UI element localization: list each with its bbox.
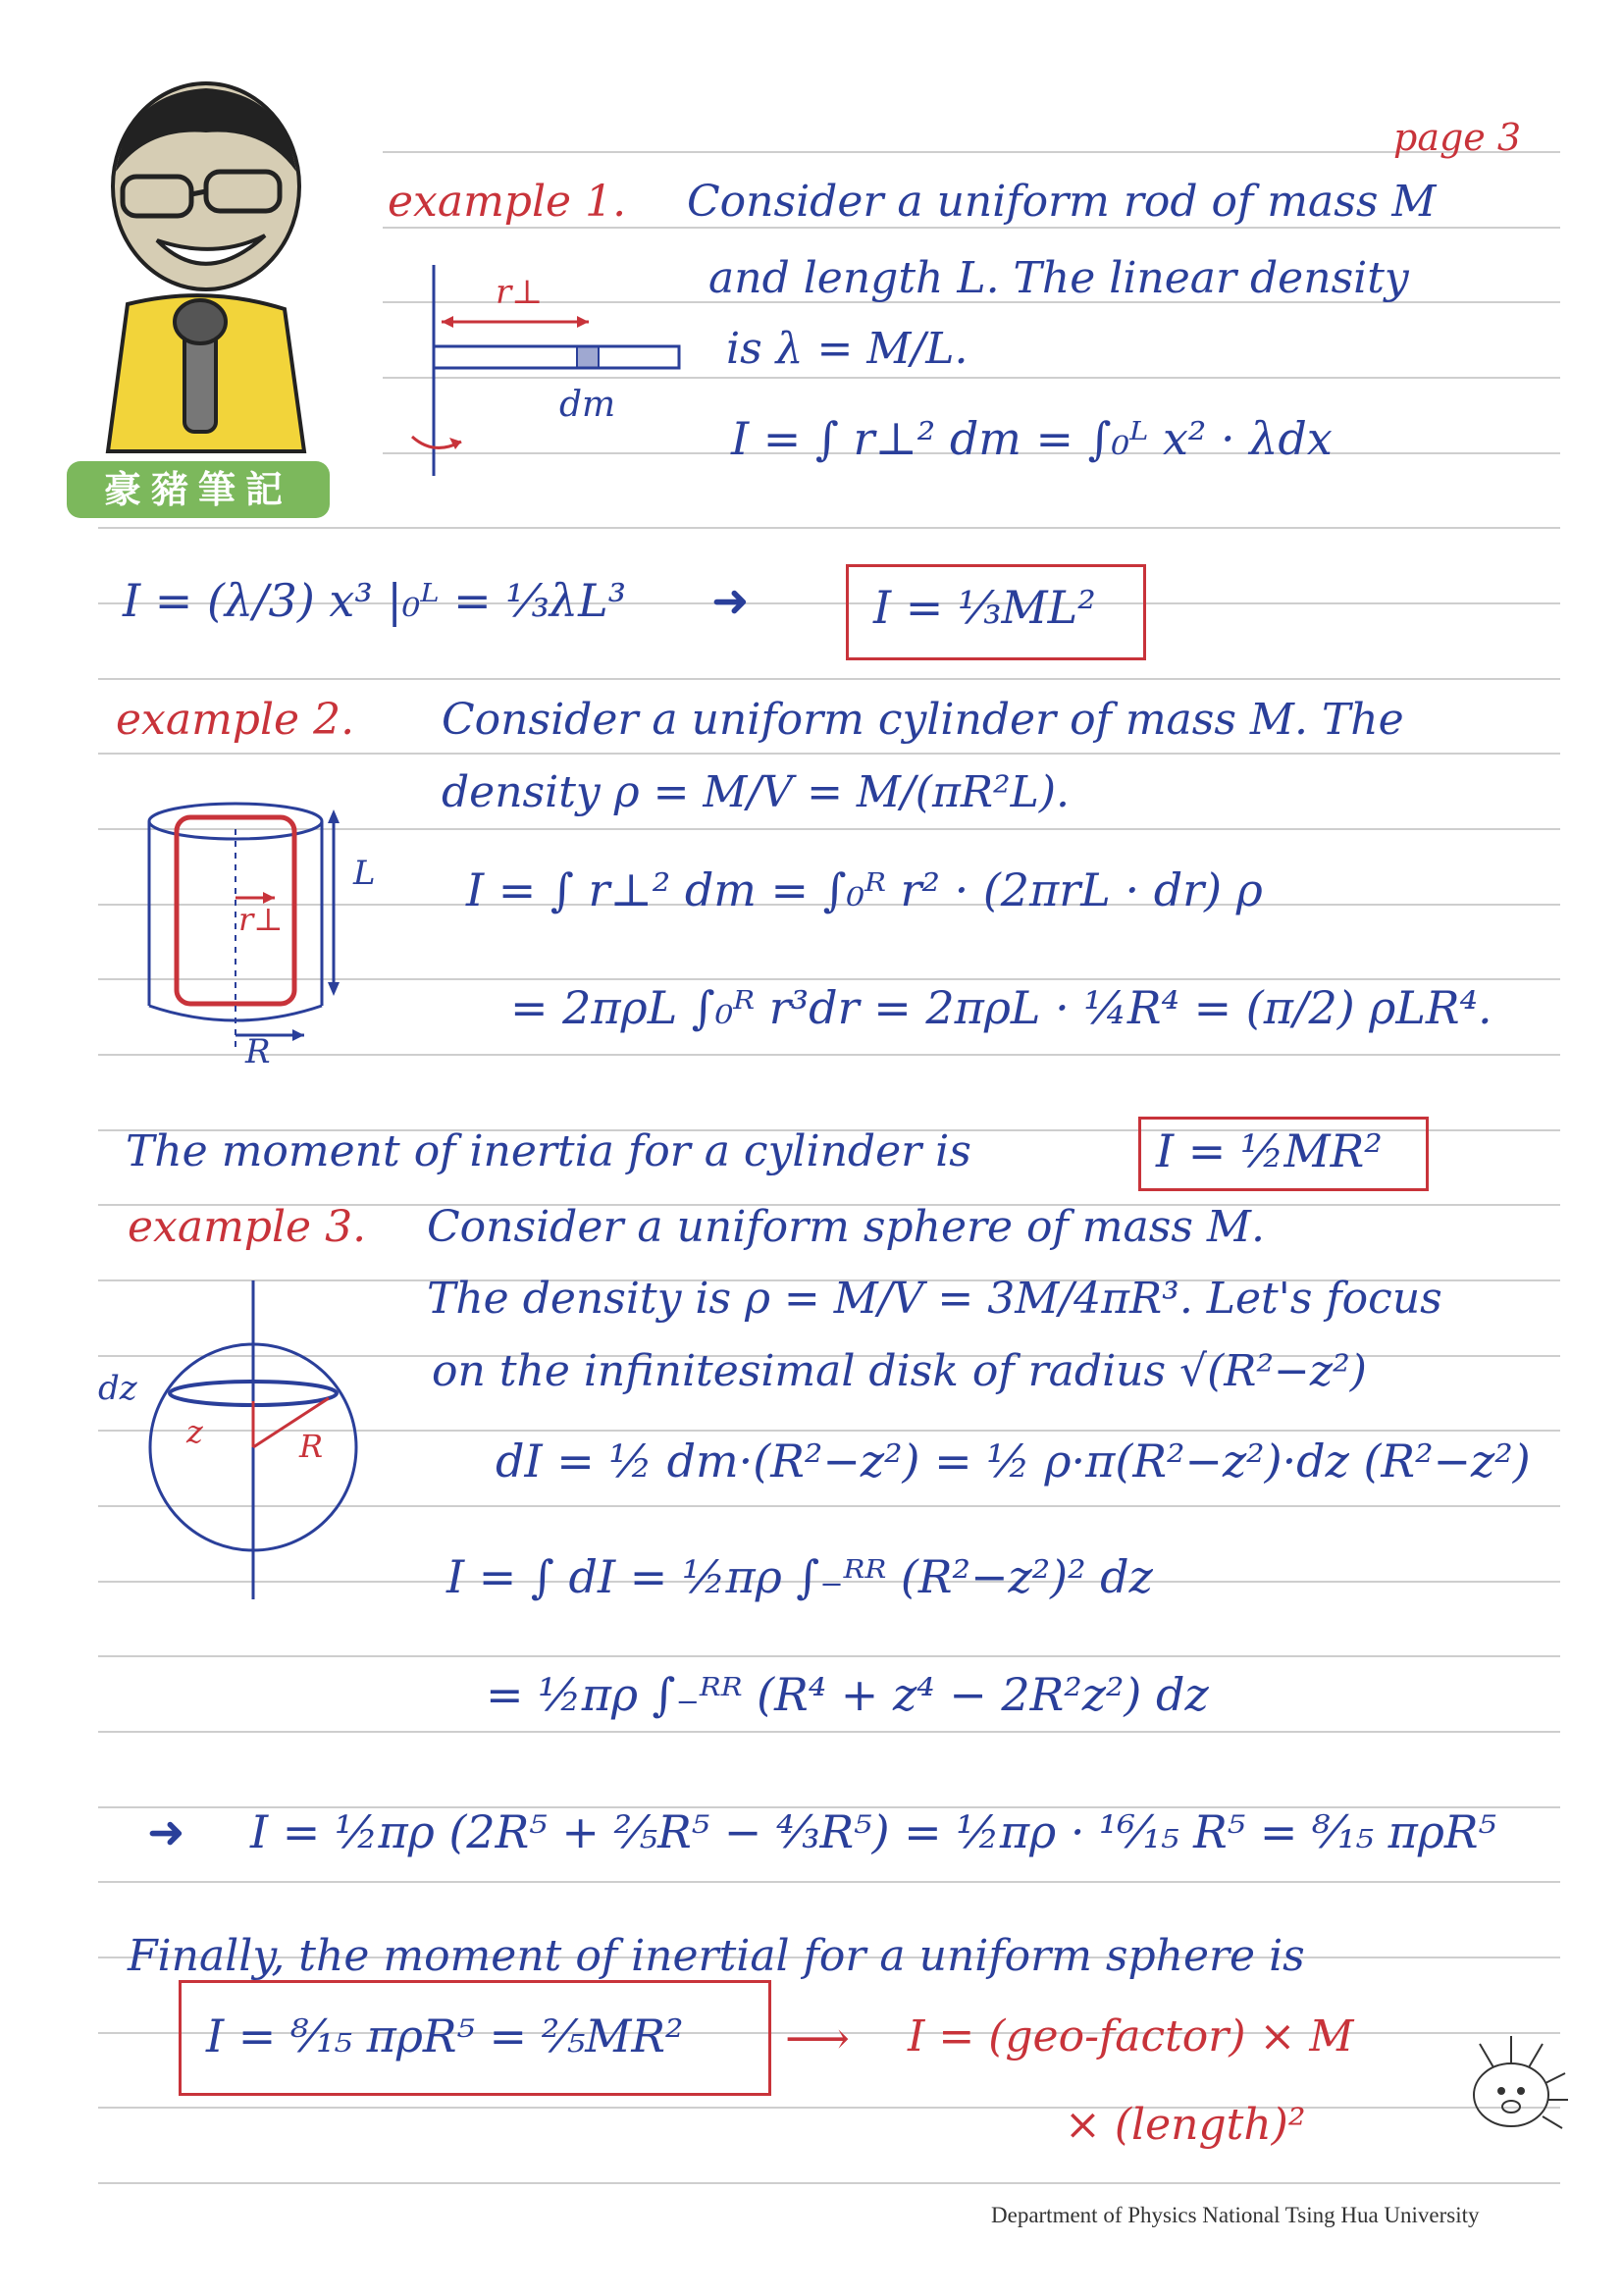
final-result: I = ⁸⁄₁₅ πρR⁵ = ⅖MR²: [206, 2009, 684, 2062]
example2-eq1: I = ∫ r⊥² dm = ∫₀ᴿ r² · (2πrL · dr) ρ: [466, 863, 1263, 916]
example3-label: example 3.: [128, 1202, 367, 1252]
example1-line2: and length L. The linear density: [708, 253, 1409, 303]
example1-label: example 1.: [388, 177, 627, 227]
sphere-R-label: R: [299, 1428, 324, 1465]
final-note2: × (length)²: [1065, 2100, 1306, 2150]
example2-eq2: = 2πρL ∫₀ᴿ r³dr = 2πρL · ¼R⁴ = (π/2) ρLR⁴.: [510, 981, 1492, 1034]
example3-eq2: I = ∫ dI = ½πρ ∫₋ᴿᴿ (R²−z²)² dz: [446, 1550, 1153, 1603]
sphere-dz-label: dz: [98, 1369, 137, 1408]
example2-line2: density ρ = M/V = M/(πR²L).: [442, 767, 1071, 817]
example1-result: I = ⅓ML²: [873, 581, 1096, 634]
example3-line2: The density is ρ = M/V = 3M/4πR³. Let's focus: [427, 1274, 1442, 1324]
stamp-logo: 豪豬筆記: [67, 461, 330, 518]
example1-eq2: I = (λ/3) x³ |₀ᴸ = ⅓λL³: [123, 574, 627, 627]
example2-result: I = ½MR²: [1156, 1124, 1383, 1177]
arrow-1: ➜: [711, 574, 750, 627]
example3-line1: Consider a uniform sphere of mass M.: [427, 1202, 1265, 1252]
example2-line1: Consider a uniform cylinder of mass M. The: [442, 695, 1404, 745]
cylinder-R-label: R: [245, 1032, 271, 1071]
example1-eq1: I = ∫ r⊥² dm = ∫₀ᴸ x² · λdx: [731, 412, 1333, 465]
final-note1: I = (geo-factor) × M: [908, 2011, 1354, 2061]
cylinder-r-label: r⊥: [238, 901, 284, 938]
hedgehog-doodle-image: [1452, 2026, 1570, 2144]
cartoon-avatar-image: [69, 78, 343, 471]
example3-eq1: dI = ½ dm·(R²−z²) = ½ ρ·π(R²−z²)·dz (R²−z²): [496, 1435, 1531, 1487]
example3-eq3: = ½πρ ∫₋ᴿᴿ (R⁴ + z⁴ − 2R²z²) dz: [486, 1668, 1209, 1721]
example2-label: example 2.: [116, 695, 355, 745]
rod-r-label: r⊥: [496, 273, 544, 312]
arrow-3: ⟶: [785, 2011, 850, 2064]
footer-text: Department of Physics National Tsing Hua University: [991, 2203, 1480, 2227]
example3-eq4: I = ½πρ (2R⁵ + ⅖R⁵ − ⁴⁄₃R⁵) = ½πρ · ¹⁶⁄₁₅ R⁵ = ⁸⁄₁₅ πρR⁵: [250, 1805, 1496, 1858]
rod-dm-label: dm: [559, 385, 616, 425]
sphere-z-label: z: [186, 1413, 203, 1450]
example1-line3: is λ = M/L.: [726, 324, 969, 374]
rod-figure: [393, 255, 707, 491]
sphere-figure: [137, 1276, 383, 1609]
cylinder-L-label: L: [353, 854, 376, 893]
arrow-2: ➜: [147, 1805, 185, 1858]
example3-line3: on the infinitesimal disk of radius √(R²−z²): [432, 1346, 1367, 1396]
final-line: Finally, the moment of inertial for a uniform sphere is: [128, 1931, 1305, 1981]
cylinder-conclusion: The moment of inertia for a cylinder is: [126, 1126, 971, 1176]
example1-line1: Consider a uniform rod of mass M: [687, 177, 1437, 227]
page-label: page 3: [1393, 116, 1522, 159]
